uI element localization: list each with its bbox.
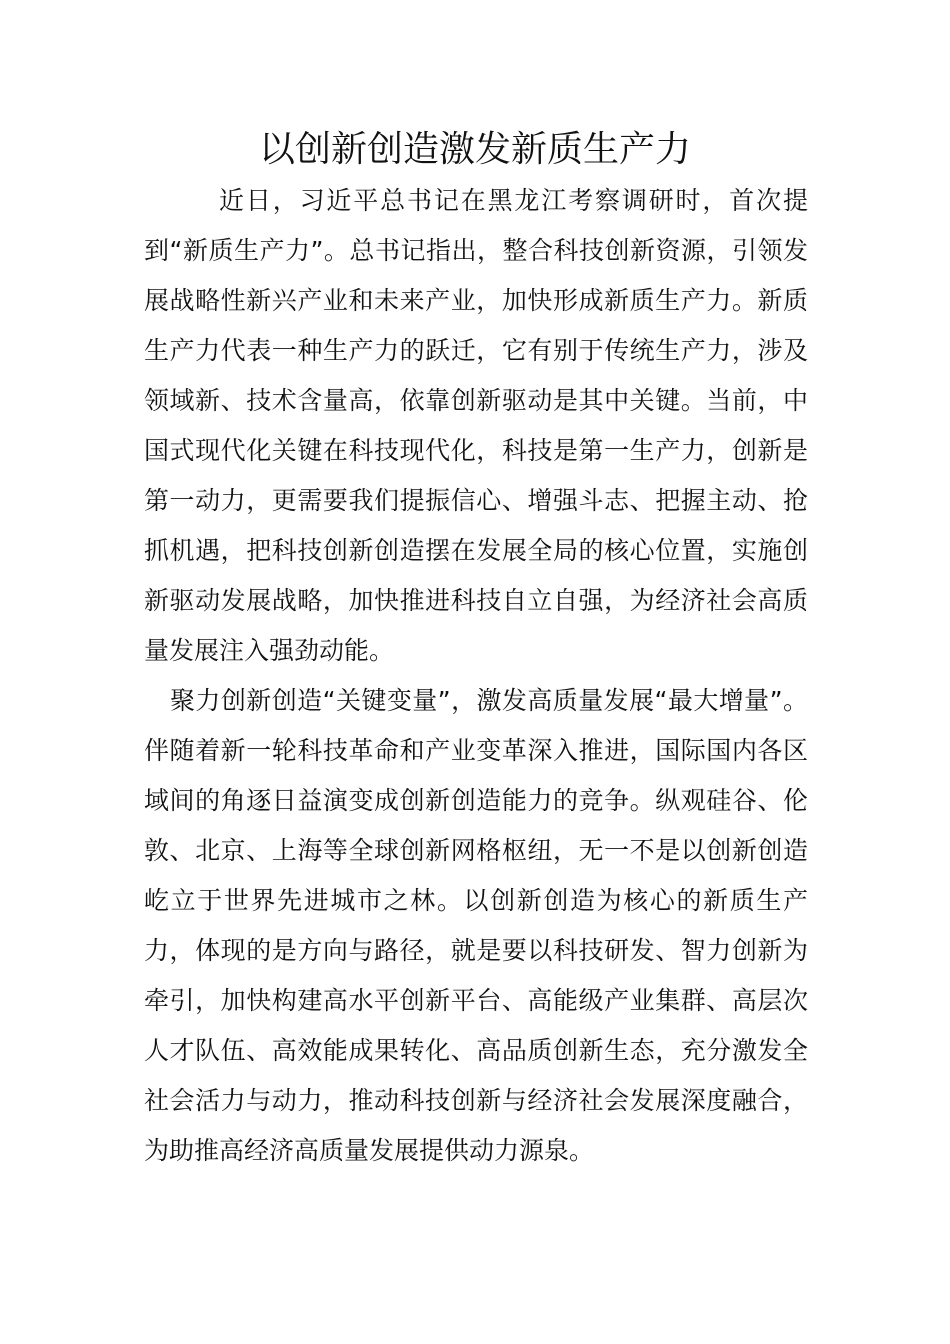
paragraph-1: 近日，习近平总书记在黑龙江考察调研时，首次提到“新质生产力”。总书记指出，整合科技创新资源，引领发展战略性新兴产业和未来产业，加快形成新质生产力。新质生产力代表一种生产力的跃迁，它有别于传统生产力，涉及领域新、技术含量高，依靠创新驱动是其中关键。当前，中国式现代化关键在科技现代化，科技是第一生产力，创新是第一动力，更需要我们提振信心、增强斗志、把握主动、抢抓机遇，把科技创新创造摆在发展全局的核心位置，实施创新驱动发展战略，加快推进科技自立自强，为经济社会高质量发展注入强劲动能。: [144, 186, 808, 665]
document-title: 以创新创造激发新质生产力: [258, 129, 691, 170]
paragraph-2: 聚力创新创造“关键变量”，激发高质量发展“最大增量”。伴随着新一轮科技革命和产业变革深入推进，国际国内各区域间的角逐日益演变成创新创造能力的竞争。纵观硅谷、伦敦、北京、上海等全球创新网格枢纽，无一不是以创新创造屹立于世界先进城市之林。以创新创造为核心的新质生产力，体现的是方向与路径，就是要以科技研发、智力创新为牵引，加快构建高水平创新平台、高能级产业集群、高层次人才队伍、高效能成果转化、高品质创新生态，充分激发全社会活力与动力，推动科技创新与经济社会发展深度融合，为助推高经济高质量发展提供动力源泉。: [144, 686, 808, 1165]
